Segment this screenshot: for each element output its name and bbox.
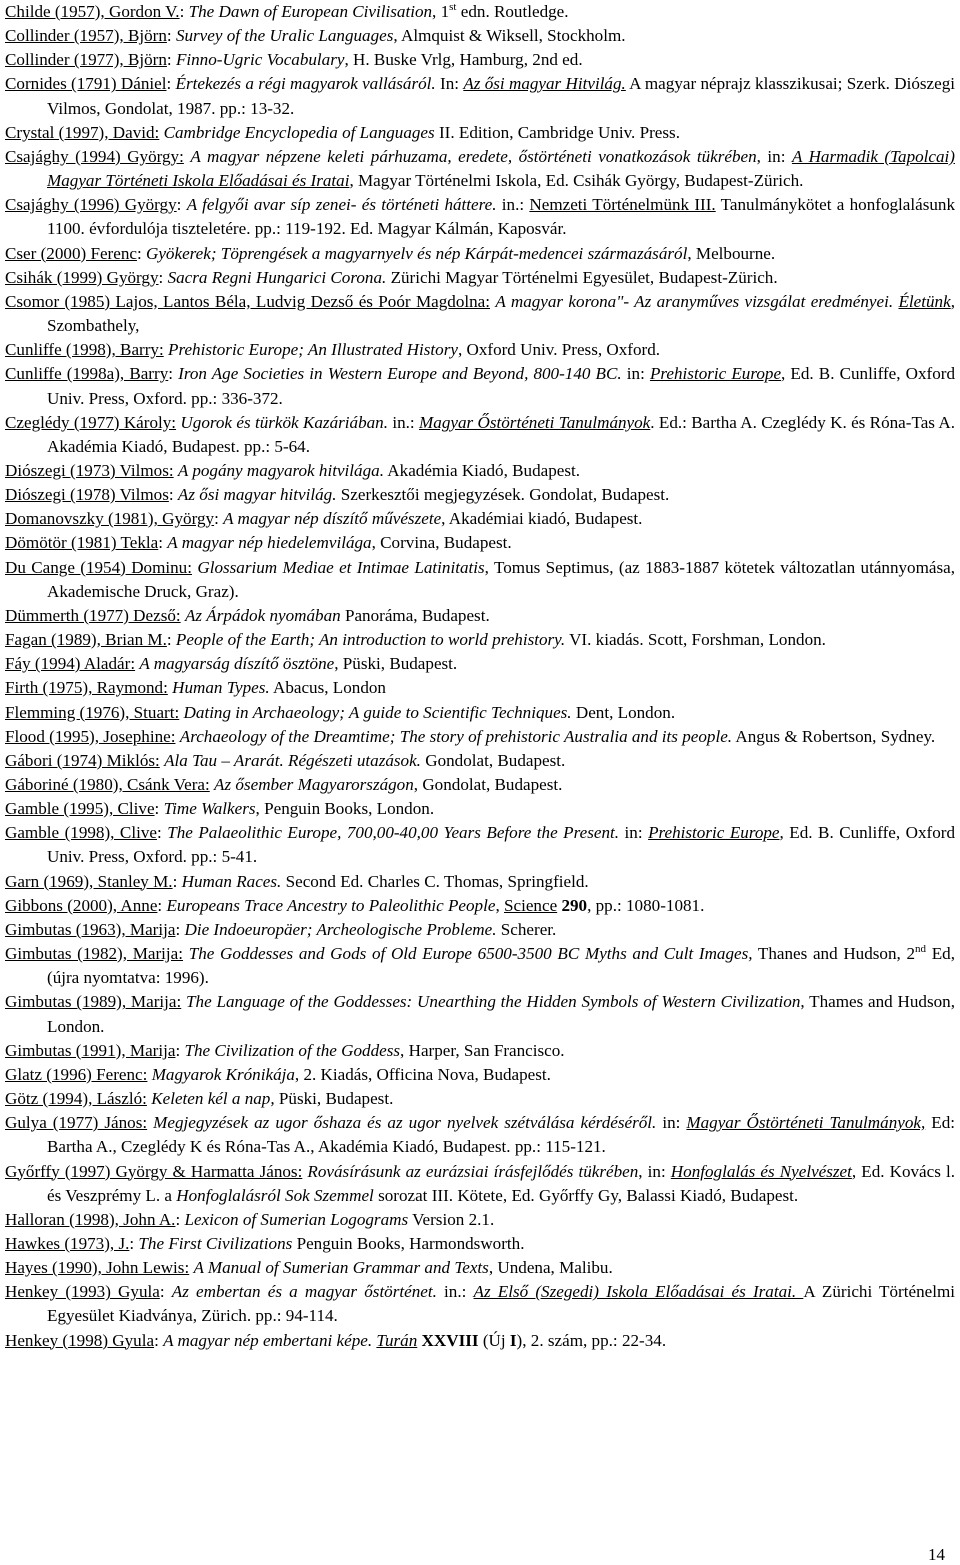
reference-entry <box>5 652 955 676</box>
reference-entry <box>5 1111 955 1159</box>
author-name: Diószegi (1973) Vilmos: <box>5 460 174 480</box>
reference-text: : <box>179 2 189 21</box>
author-name: Hawkes (1973), J. <box>5 1233 130 1253</box>
reference-text: : <box>158 533 168 553</box>
work-title: Ala Tau – Ararát. Régészeti utazások. <box>164 750 421 770</box>
work-title: Glossarium Mediae et Intimae Latinitatis <box>197 557 485 577</box>
reference-entry <box>5 1087 955 1111</box>
reference-text: , in: <box>638 1161 671 1181</box>
reference-entry <box>5 411 955 459</box>
reference-entry <box>5 531 955 555</box>
author-name: Firth (1975), Raymond: <box>5 678 168 698</box>
reference-text: I <box>509 1330 517 1350</box>
work-title: Rovásírásunk az eurázsiai írásfejlődés tükrében <box>307 1161 639 1181</box>
reference-text: A magyar néprajz klasszikusai; Szerk. Diószegi Vilmos, Gondolat, 1987. pp.: 13-32. <box>47 74 955 118</box>
reference-text: : <box>154 1330 164 1350</box>
reference-text: : <box>159 1282 172 1302</box>
reference-entry <box>5 870 955 894</box>
author-name: Gáboriné (1980), Csánk Vera: <box>5 775 210 794</box>
reference-entry <box>5 556 955 604</box>
reference-text: : <box>172 871 182 891</box>
work-title: Time Walkers <box>163 799 256 819</box>
reference-text: sorozat III. Kötete, Ed. Győrffy Gy, Balassi Kiadó, Budapest. <box>373 1185 799 1205</box>
work-title: People of the Earth; An introduction to world prehistory. <box>175 630 566 650</box>
reference-text: : <box>214 509 224 529</box>
work-title: Die Indoeuropäer; Archeologische Probleme. <box>184 919 497 939</box>
reference-entry <box>5 1256 955 1280</box>
reference-text: : <box>175 1209 185 1229</box>
reference-text: A Zürichi Történelmi Egyesület Kiadványa, Zürich. pp.: 94-114. <box>47 1282 956 1326</box>
work-title: Sacra Regni Hungarici Corona. <box>167 267 387 287</box>
reference-text: : <box>176 195 187 215</box>
author-name: Gimbutas (1991), Marija <box>5 1040 176 1060</box>
reference-text: in: <box>656 1113 687 1133</box>
reference-entry <box>5 121 955 145</box>
work-title: Archaeology of the Dreamtime; The story of prehistoric Australia and its people. <box>179 726 733 746</box>
author-name: Gimbutas (1963), Marija <box>5 919 176 939</box>
source-title-link: Turán <box>376 1330 418 1350</box>
reference-entry <box>5 821 955 869</box>
work-title: A magyar nép hiedelemvilága <box>167 533 372 553</box>
author-name: Gibbons (2000), Anne <box>5 895 158 915</box>
reference-entry <box>5 942 955 990</box>
reference-text: , Thames and Hudson, London. <box>47 992 955 1036</box>
reference-text: , Undena, Malibu. <box>488 1258 613 1278</box>
author-name: Fáy (1994) Aladár: <box>5 654 136 674</box>
reference-text: , Szombathely, <box>47 291 955 336</box>
reference-entry <box>5 797 955 821</box>
reference-text: in: <box>619 823 649 843</box>
work-title: A magyar korona"- Az aranyműves vizsgálat eredményei. <box>495 291 894 311</box>
reference-text: In: <box>435 74 464 94</box>
reference-text: ), 2. szám, pp.: 22-34. <box>516 1330 667 1350</box>
author-name: Dömötör (1981) Tekla <box>5 533 159 553</box>
reference-text: II. Edition, Cambridge Univ. Press. <box>434 122 680 142</box>
reference-text: Dent, London. <box>571 702 676 722</box>
reference-text: Ed, (újra nyomtatva: 1996). <box>47 944 955 988</box>
reference-text: Angus & Robertson, Sydney. <box>732 726 936 746</box>
author-name: Gulya (1977) János: <box>5 1113 148 1133</box>
reference-text: : <box>168 364 179 384</box>
work-title: Értekezés a régi magyarok vallásáról. <box>175 74 436 94</box>
author-name: Gábori (1974) Miklós: <box>5 750 160 770</box>
reference-entry <box>5 701 955 725</box>
reference-text: Version 2.1. <box>408 1209 495 1229</box>
reference-entry <box>5 1063 955 1087</box>
reference-text: in.: <box>436 1282 474 1302</box>
work-title: Human Races. <box>181 871 282 891</box>
work-title: Honfoglalásról Sok Szemmel <box>176 1185 374 1205</box>
reference-text: , Ed. B. Cunliffe, Oxford Univ. Press, Oxford. pp.: 5-41. <box>47 823 956 867</box>
author-name: Czeglédy (1977) Károly: <box>5 412 177 432</box>
reference-text: Thanes and Hudson, 2 <box>752 944 916 964</box>
reference-text: Second Ed. Charles C. Thomas, Springfield. <box>281 871 589 891</box>
work-title: Magyarok Krónikája <box>151 1064 295 1084</box>
reference-text: , Püski, Budapest. <box>334 654 458 674</box>
reference-text: Zürichi Magyar Történelmi Egyesület, Budapest-Zürich. <box>386 267 778 287</box>
reference-text: Penguin Books, Harmondsworth. <box>292 1233 525 1253</box>
work-title: Lexicon of Sumerian Logograms <box>184 1209 409 1229</box>
work-title: Prehistoric Europe; An Illustrated History <box>168 340 458 360</box>
work-title: The Goddesses and Gods of Old Europe 6500-3500 BC Myths and Cult Images, <box>188 944 753 964</box>
reference-entry <box>5 1280 955 1328</box>
work-title: Az ősi magyar hitvilág. <box>177 485 337 505</box>
author-name: Cunliffe (1998a), Barry <box>5 364 169 384</box>
work-title: Dating in Archaeology; A guide to Scientific Techniques. <box>183 702 572 722</box>
work-title: A Manual of Sumerian Grammar and Texts <box>193 1258 489 1278</box>
author-name: Csihák (1999) György <box>5 267 159 287</box>
work-title: Az embertan és a magyar őstörténet. <box>171 1282 437 1302</box>
page-number: 14 <box>928 1545 945 1564</box>
source-title-link: Prehistoric Europe <box>649 364 782 384</box>
reference-text: Szerkesztői megjegyzések. Gondolat, Budapest. <box>336 485 670 505</box>
reference-entry <box>5 1232 955 1256</box>
author-name: Gamble (1995), Clive <box>5 799 155 819</box>
author-name: Fagan (1989), Brian M. <box>5 630 167 650</box>
reference-text: in.: <box>496 195 530 215</box>
reference-entry <box>5 725 955 749</box>
reference-text: in: <box>621 364 650 384</box>
reference-entry <box>5 24 955 48</box>
work-title: Az Árpádok nyomában <box>184 605 341 625</box>
reference-text: in.: <box>388 412 420 432</box>
reference-text: : <box>129 1233 139 1253</box>
author-name: Nemzeti Történelmünk III. <box>529 195 716 215</box>
work-title: The Palaeolithic Europe, 700,00-40,00 Years Before the Present. <box>167 823 620 843</box>
reference-entry <box>5 338 955 362</box>
reference-text: (Új <box>478 1330 510 1350</box>
source-title-link: Életünk <box>898 291 951 311</box>
reference-text: , Penguin Books, London. <box>255 799 435 819</box>
author-name: Childe (1957), Gordon V. <box>5 2 180 21</box>
author-name: Collinder (1977), Björn <box>5 50 167 70</box>
reference-text: VI. kiadás. Scott, Forshman, London. <box>565 630 826 650</box>
work-title: Iron Age Societies in Western Europe and Beyond, 800-140 BC. <box>178 364 622 384</box>
source-title-link: Magyar Őstörténeti Tanulmányok, <box>686 1113 926 1133</box>
source-title-link: Az ősi magyar Hitvilág. <box>463 74 626 94</box>
work-title: The Civilization of the Goddess <box>184 1040 401 1060</box>
reference-entry <box>5 242 955 266</box>
author-name: Cornides (1791) Dániel <box>5 74 167 94</box>
author-name: Glatz (1996) Ferenc: <box>5 1064 148 1084</box>
reference-text: : <box>166 26 176 46</box>
reference-text: : <box>166 50 176 70</box>
work-title: Az ősember Magyarországon <box>214 775 414 794</box>
reference-entry <box>5 604 955 628</box>
work-title: A magyar nép díszítő művészete <box>223 509 442 529</box>
reference-text: : <box>136 243 146 263</box>
reference-text: : <box>156 823 168 843</box>
work-title: The Dawn of European Civilisation <box>188 2 433 21</box>
author-name: Henkey (1993) Gyula <box>5 1282 160 1302</box>
author-name: Cser (2000) Ferenc <box>5 243 137 263</box>
reference-entry <box>5 1039 955 1063</box>
reference-text: XXVIII <box>421 1330 479 1350</box>
reference-text: , pp.: 1080-1081. <box>587 895 705 915</box>
reference-text: Tanulmánykötet a honfoglalásunk 1100. évfordulója tiszteletére. pp.: 119-192. Ed. Magyar Kálmán, Kaposvár. <box>47 195 956 239</box>
reference-text: , Ed. Kovács l. és Veszprémy L. a <box>47 1161 955 1205</box>
source-title-link: Honfoglalás és Nyelvészet <box>670 1161 852 1181</box>
author-name: Götz (1994), László: <box>5 1089 147 1109</box>
work-title: A magyarság díszítő ösztöne <box>139 654 335 674</box>
reference-text: , Corvina, Budapest. <box>371 533 512 553</box>
source-title-link: Magyar Őstörténeti Tanulmányok <box>419 412 651 432</box>
reference-entry <box>5 1160 955 1208</box>
author-name: Diószegi (1978) Vilmos <box>5 485 169 505</box>
reference-entry <box>5 894 955 918</box>
reference-text: nd <box>915 943 927 956</box>
work-title: The Language of the Goddesses: Unearthing the Hidden Symbols of Western Civilization <box>186 992 801 1012</box>
reference-entry <box>5 48 955 72</box>
reference-text: Püski, Budapest. <box>274 1089 394 1109</box>
author-name: Flemming (1976), Stuart: <box>5 702 180 722</box>
reference-entry <box>5 773 955 797</box>
reference-text: , Oxford Univ. Press, Oxford. <box>457 340 661 360</box>
reference-text: : <box>175 1040 185 1060</box>
work-title: Gyökerek; Töprengések a magyarnyelv és nép Kárpát-medencei származásáról <box>146 243 688 263</box>
work-title: Human Types. <box>172 678 270 698</box>
reference-text: : <box>166 74 176 94</box>
reference-entry <box>5 1208 955 1232</box>
author-name: Csajághy (1994) György: <box>5 146 184 166</box>
work-title: Survey of the Uralic Languages <box>175 26 394 46</box>
reference-entry <box>5 145 955 193</box>
reference-text: , Gondolat, Budapest. <box>413 775 563 794</box>
reference-text: 290 <box>561 895 588 915</box>
author-name: Hayes (1990), John Lewis: <box>5 1258 190 1278</box>
reference-text: Ed: Bartha A., Czeglédy K és Róna-Tas A., Akadémia Kiadó, Budapest. pp.: 115-121. <box>47 1113 955 1157</box>
work-title: Finno-Ugric Vocabulary <box>175 50 345 70</box>
source-title-link: Az Első (Szegedi) Iskola Előadásai és Iratai. <box>473 1282 804 1302</box>
work-title: Cambridge Encyclopedia of Languages <box>163 122 435 142</box>
author-name: Henkey (1998) Gyula <box>5 1330 155 1350</box>
reference-text: , Tomus Septimus, (az 1883-1887 kötetek változatlan utánnyomása, Akademische Druck, Graz). <box>47 557 955 601</box>
reference-text: , Magyar Történelmi Iskola, Ed. Csihák György, Budapest-Zürich. <box>349 171 804 191</box>
reference-text: : <box>166 630 176 650</box>
work-title: Keleten kél a nap, <box>151 1089 275 1109</box>
reference-text: : <box>154 799 164 819</box>
reference-entry <box>5 628 955 652</box>
author-name: Du Cange (1954) Dominu: <box>5 557 192 577</box>
reference-entry <box>5 266 955 290</box>
reference-text: , Almquist & Wiksell, Stockholm. <box>393 26 626 46</box>
author-name: Győrffy (1997) György & Harmatta János: <box>5 1161 303 1181</box>
reference-entry <box>5 990 955 1038</box>
reference-entry <box>5 362 955 410</box>
reference-entry <box>5 72 955 120</box>
reference-text: . Ed.: Bartha A. Czeglédy K. és Róna-Tas A. Akadémia Kiadó, Budapest. pp.: 5-64. <box>47 412 955 456</box>
author-name: Halloran (1998), John A. <box>5 1209 176 1229</box>
reference-text: Gondolat, Budapest. <box>420 750 566 770</box>
author-name: Gimbutas (1982), Marija: <box>5 944 184 964</box>
author-name: Gimbutas (1989), Marija: <box>5 992 182 1012</box>
author-name: Dümmerth (1977) Dezső: <box>5 605 181 625</box>
reference-text: , Ed. B. Cunliffe, Oxford Univ. Press, Oxford. pp.: 336-372. <box>47 364 956 408</box>
reference-text: , in: <box>756 146 792 166</box>
reference-entry <box>5 676 955 700</box>
reference-entry <box>5 459 955 483</box>
author-name: Science <box>504 895 558 915</box>
reference-text: , 1 <box>432 2 450 21</box>
reference-text: , Akadémiai kiadó, Budapest. <box>441 509 643 529</box>
reference-text: , <box>495 895 504 915</box>
reference-text: st <box>449 1 457 13</box>
author-name: Cunliffe (1998), Barry: <box>5 340 164 360</box>
reference-text: Akadémia Kiadó, Budapest. <box>383 460 581 480</box>
reference-text: : <box>157 895 167 915</box>
reference-text: Panoráma, Budapest. <box>340 605 490 625</box>
author-name: Csomor (1985) Lajos, Lantos Béla, Ludvig Dezső és Poór Magdolna: <box>5 291 490 311</box>
bibliography-page <box>5 0 955 1353</box>
work-title: A felgyői avar síp zenei- és történeti háttere. <box>186 195 497 215</box>
reference-entry <box>5 749 955 773</box>
reference-entry <box>5 1329 955 1353</box>
author-name: Domanovszky (1981), György <box>5 509 215 529</box>
reference-text: : <box>158 267 168 287</box>
source-title-link: Prehistoric Europe <box>648 823 780 843</box>
work-title: A magyar népzene keleti párhuzama, eredete, őstörténeti vonatkozások tükrében <box>190 146 757 166</box>
work-title: Ugorok és türkök Kazáriában. <box>180 412 388 432</box>
reference-text: Abacus, London <box>269 678 386 698</box>
reference-text: : <box>175 919 185 939</box>
author-name: Garn (1969), Stanley M. <box>5 871 173 891</box>
author-name: Crystal (1997), David: <box>5 122 160 142</box>
reference-entry <box>5 290 955 338</box>
author-name: Csajághy (1996) György <box>5 195 177 215</box>
reference-text: Scherer. <box>496 919 557 939</box>
author-name: Flood (1995), Josephine: <box>5 726 176 746</box>
reference-list <box>5 0 955 1353</box>
reference-entry <box>5 918 955 942</box>
reference-entry <box>5 483 955 507</box>
reference-text: , H. Buske Vrlg, Hamburg, 2nd ed. <box>344 50 583 70</box>
reference-text: : <box>168 485 178 505</box>
reference-entry <box>5 0 955 24</box>
reference-text: , Harper, San Francisco. <box>400 1040 565 1060</box>
work-title: A pogány magyarok hitvilága. <box>177 460 384 480</box>
reference-text: , Melbourne. <box>687 243 776 263</box>
source-title-link: A Harmadik (Tapolcai) Magyar Történeti Iskola Előadásai és Iratai <box>47 146 955 191</box>
work-title: The First Civilizations <box>138 1233 293 1253</box>
reference-entry <box>5 507 955 531</box>
reference-text: edn. Routledge. <box>456 2 569 21</box>
author-name: Collinder (1957), Björn <box>5 26 167 46</box>
author-name: Gamble (1998), Clive <box>5 823 157 843</box>
work-title: A magyar nép embertani képe. <box>163 1330 373 1350</box>
reference-entry <box>5 193 955 241</box>
reference-text: , 2. Kiadás, Officina Nova, Budapest. <box>294 1064 551 1084</box>
work-title: Europeans Trace Ancestry to Paleolithic People <box>166 895 496 915</box>
work-title: Megjegyzések az ugor őshaza és az ugor nyelvek szétválása kérdéséről. <box>153 1113 657 1133</box>
